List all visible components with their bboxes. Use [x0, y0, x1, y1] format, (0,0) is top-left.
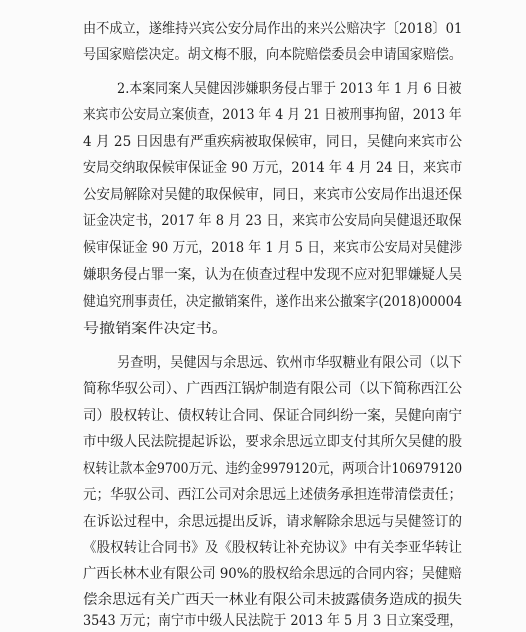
text-line: 来宾市公安局立案侦查，2013 年 4 月 21 日被刑事拘留，2013 年 [83, 107, 462, 123]
text-line: 嫌职务侵占罪一案，认为在侦查过程中发现不应对犯罪嫌疑人吴 [83, 267, 462, 283]
text-line: 市中级人民法院提起诉讼，要求余思远立即支付其所欠吴健的股 [83, 434, 462, 450]
text-line: 号撤销案件决定书。 [83, 321, 228, 337]
text-line: 《股权转让合同书》及《股权转让补充协议》中有关李亚华转让 [83, 540, 462, 556]
text-line: 号国家赔偿决定。胡文梅不服，向本院赔偿委员会申请国家赔偿。 [83, 47, 462, 63]
text-line: 在诉讼过程中，余思远提出反诉，请求解除余思远与吴健签订的 [83, 514, 462, 530]
text-line: 安局交纳取保候审保证金 90 万元，2014 年 4 月 24 日，来宾市 [83, 160, 463, 176]
text-line: 广西长林木业有限公司 90%的股权给余思远的合同内容；吴健赔 [83, 566, 462, 582]
text-line: 4 月 25 日因患有严重疾病被取保候审，同日，吴健向来宾市公 [83, 134, 463, 150]
text-line: 由不成立，遂维持兴宾公安分局作出的来兴公赔决字〔2018〕01 [83, 21, 463, 37]
text-line: 公安局解除对吴健的取保候审，同日，来宾市公安局作出退还保 [83, 187, 462, 203]
text-line: 简称华驭公司）、广西西江锅炉制造有限公司（以下简称西江公 [83, 381, 462, 397]
text-line: 偿余思远有关广西天一林业有限公司未披露债务造成的损失 [83, 592, 462, 608]
text-line: 2.本案同案人吴健因涉嫌职务侵占罪于 2013 年 1 月 6 日被 [117, 81, 462, 97]
text-line: 候审保证金 90 万元，2018 年 1 月 5 日，来宾市公安局对吴健涉 [83, 240, 463, 256]
text-line: 证金决定书，2017 年 8 月 23 日，来宾市公安局向吴健退还取保 [83, 213, 462, 229]
text-line: 健追究刑事责任，决定撤销案件，遂作出来公撤案字(2018)00004 [83, 294, 463, 310]
text-line: 另查明，吴健因与余思远、钦州市华驭糖业有限公司（以下 [117, 355, 462, 371]
text-line: 司）股权转让、债权转让合同、保证合同纠纷一案，吴健向南宁 [83, 408, 462, 424]
text-line: 3543 万元；南宁市中级人民法院于 2013 年 5 月 3 日立案受理， [83, 613, 463, 629]
text-line: 元；华驭公司、西江公司对余思远上述债务承担连带清偿责任； [83, 487, 462, 503]
text-line: 权转让款本金9700万元、违约金9979120元，两项合计106979120 [83, 461, 463, 477]
